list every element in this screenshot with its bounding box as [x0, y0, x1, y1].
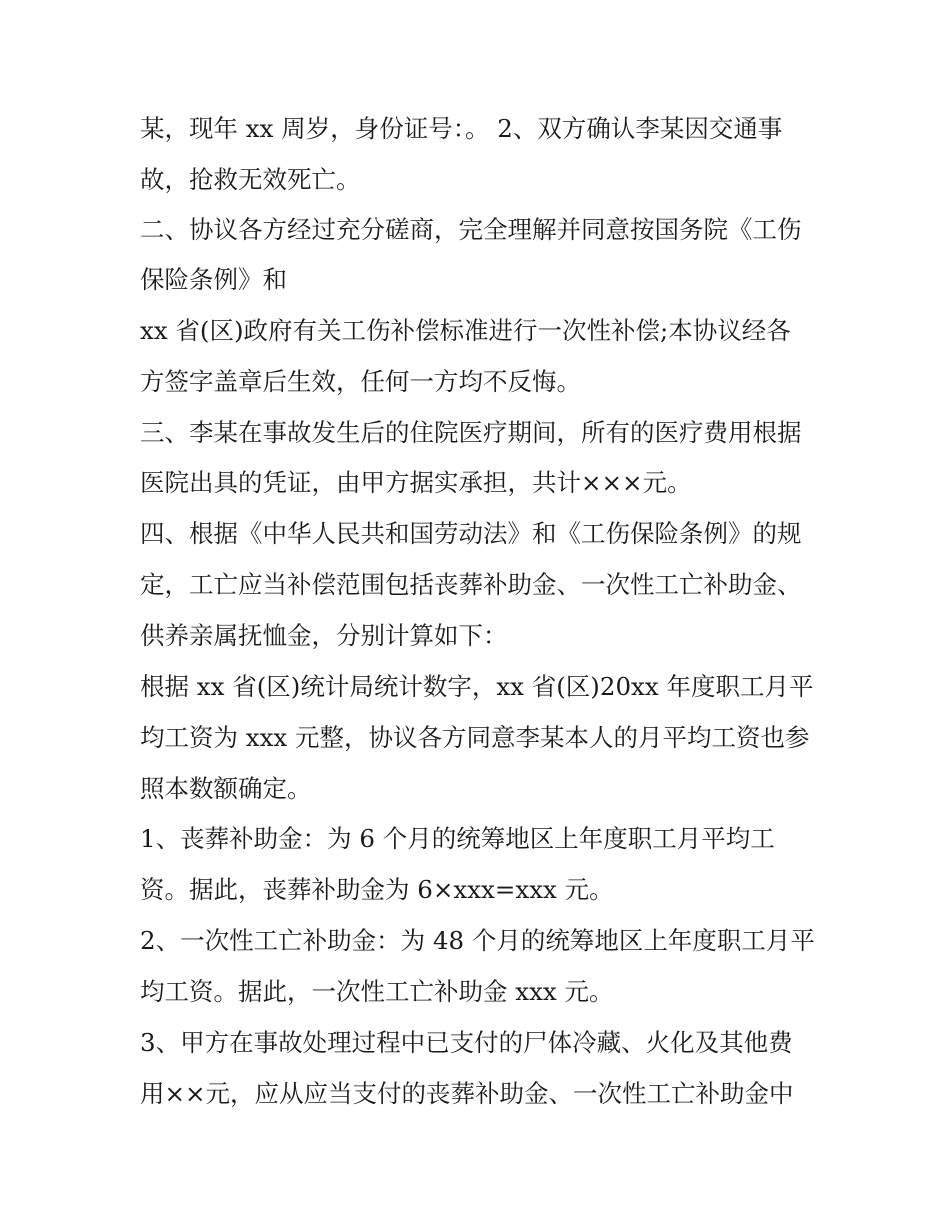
- text-line: 用××元，应从应当支付的丧葬补助金、一次性工亡补助金中: [140, 1079, 794, 1108]
- text-line: 资。据此，丧葬补助金为 6×xxx=xxx 元。: [140, 875, 614, 904]
- text-line: 均工资。据此，一次性工亡补助金 xxx 元。: [140, 977, 614, 1006]
- text-line: 根据 xx 省(区)统计局统计数字，xx 省(区)20xx 年度职工月平: [140, 672, 814, 701]
- text-line: 医院出具的凭证，由甲方据实承担，共计×××元。: [140, 468, 692, 497]
- text-line: 2、一次性工亡补助金：为 48 个月的统筹地区上年度职工月平: [140, 926, 815, 955]
- text-line: 某，现年 xx 周岁，身份证号：。 2、双方确认李某因交通事: [140, 114, 783, 143]
- text-line: 二、协议各方经过充分磋商，完全理解并同意按国务院《工伤: [140, 215, 802, 244]
- text-line: 四、根据《中华人民共和国劳动法》和《工伤保险条例》的规: [140, 519, 802, 548]
- text-line: 三、李某在事故发生后的住院医疗期间，所有的医疗费用根据: [140, 418, 802, 447]
- text-line: 定，工亡应当补偿范围包括丧葬补助金、一次性工亡补助金、: [140, 570, 802, 599]
- text-line: 均工资为 xxx 元整，协议各方同意李某本人的月平均工资也参: [140, 723, 810, 752]
- text-line: 3、甲方在事故处理过程中已支付的尸体冷藏、火化及其他费: [140, 1028, 793, 1057]
- text-line: 1、丧葬补助金：为 6 个月的统筹地区上年度职工月平均工: [140, 824, 775, 853]
- text-line: 供养亲属抚恤金，分别计算如下：: [140, 621, 508, 650]
- text-line: 照本数额确定。: [140, 774, 312, 803]
- text-line: xx 省(区)政府有关工伤补偿标准进行一次性补偿;本协议经各: [140, 316, 791, 345]
- text-line: 方签字盖章后生效，任何一方均不反悔。: [140, 367, 581, 396]
- text-line: 保险条例》和: [140, 265, 287, 294]
- text-line: 故，抢救无效死亡。: [140, 165, 361, 194]
